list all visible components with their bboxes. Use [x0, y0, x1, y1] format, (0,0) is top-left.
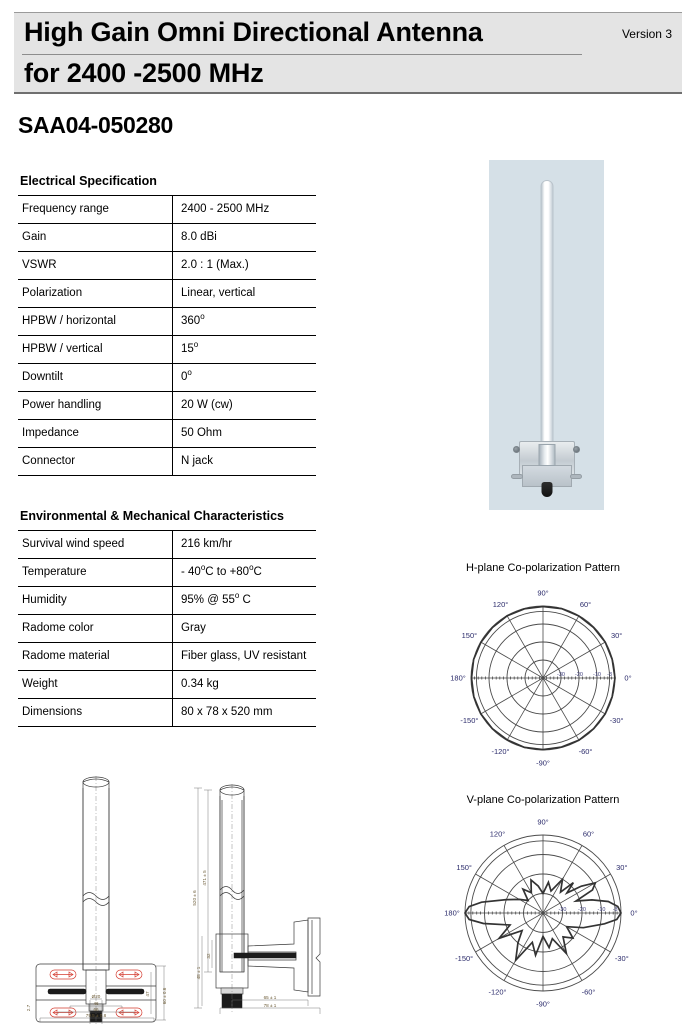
polar-radial-label: -3 [607, 672, 613, 678]
h-plane-polar-svg [398, 578, 688, 790]
spec-key: Survival wind speed [18, 531, 173, 559]
dim-32: 32 [206, 953, 211, 959]
table-row [18, 420, 316, 448]
polar-angle-label: -150° [460, 716, 479, 725]
spec-key: Impedance [18, 420, 173, 448]
polar-angle-label: 30° [616, 863, 628, 872]
polar-angle-label: 0° [624, 673, 632, 683]
spec-value: 15$^o$ [173, 336, 317, 364]
spec-value: 216 km/hr [173, 531, 317, 559]
bracket-screw-right [573, 446, 580, 453]
polar-angle-label: 60° [582, 829, 595, 839]
antenna-base-collar [538, 444, 555, 466]
bracket-slot-right [570, 474, 582, 479]
spec-key: HPBW / vertical [18, 336, 173, 364]
polar-radial-label: -20 [578, 907, 586, 913]
polar-radial-label: -3 [612, 907, 618, 913]
spec-value: 50 Ohm [173, 420, 317, 448]
degree-symbol: o [193, 340, 199, 350]
spec-value: 0$^o$ [173, 364, 317, 392]
table-row [18, 671, 316, 699]
environmental-spec-body [18, 531, 316, 727]
n-jack-connector [541, 482, 552, 497]
polar-angle-label: -30° [614, 954, 629, 963]
spec-value: 2400 - 2500 MHz [173, 196, 317, 224]
spec-key: Frequency range [18, 196, 173, 224]
polar-angle-label: 120° [489, 829, 506, 839]
polar-radial-label: -10 [597, 907, 606, 913]
h-plane-pattern-chart [398, 560, 688, 790]
polar-angle-label: 180° [444, 908, 460, 918]
degree-symbol: o [200, 312, 205, 322]
spec-value: Linear, vertical [173, 280, 317, 308]
spec-value: N jack [173, 448, 317, 476]
spec-key: VSWR [18, 252, 173, 280]
polar-radial-label: -30 [557, 672, 565, 678]
polar-angle-label: 150° [461, 631, 478, 640]
spec-key: HPBW / horizontal [18, 308, 173, 336]
polar-radial-label: -30 [558, 907, 567, 913]
table-row [18, 615, 316, 643]
model-number: SAA04-050280 [18, 112, 173, 138]
spec-value: 80 x 78 x 520 mm [173, 699, 317, 727]
spec-value: 8.0 dBi [173, 224, 317, 252]
spec-value: Fiber glass, UV resistant [173, 643, 317, 671]
electrical-spec-table [18, 195, 316, 476]
polar-angle-label: 180° [450, 673, 466, 683]
dim-65: 65 ± 1 [263, 995, 277, 1000]
product-photo [489, 160, 604, 510]
polar-angle-label: -120° [488, 987, 507, 997]
spec-key: Radome material [18, 643, 173, 671]
polar-angle-label: -60° [581, 987, 596, 997]
dim-47: 47 [145, 991, 150, 997]
spec-key: Power handling [18, 392, 173, 420]
spec-value: 20 W (cw) [173, 392, 317, 420]
table-row [18, 531, 316, 559]
polar-angle-label: 30° [610, 631, 623, 640]
polar-angle-label: -90° [536, 999, 550, 1009]
table-row [18, 280, 316, 308]
spec-value: 0.34 kg [173, 671, 317, 699]
dim-795: 79.5 ± 0.8 [85, 1013, 107, 1018]
title-header-band [14, 12, 682, 94]
v-plane-pattern-chart [398, 792, 688, 1033]
table-row [18, 336, 316, 364]
spec-value: 360$^o$ [173, 308, 317, 336]
polar-angle-label: 120° [492, 599, 509, 609]
spec-key: Temperature [18, 559, 173, 587]
spec-key: Humidity [18, 587, 173, 615]
table-row [18, 252, 316, 280]
page-subtitle: for 2400 -2500 MHz [24, 58, 264, 88]
table-row [18, 587, 316, 615]
bracket-screw-left [513, 446, 520, 453]
dim-bore: Ø20 [91, 994, 101, 999]
electrical-section-heading: Electrical Specification [20, 174, 157, 188]
table-row [18, 559, 316, 587]
environmental-section-heading: Environmental & Mechanical Characteristics [20, 509, 284, 523]
dim-66: 66 [93, 1007, 99, 1012]
spec-value: 95% @ 55$^o$ C [173, 587, 317, 615]
spec-key: Gain [18, 224, 173, 252]
polar-angle-label: 90° [537, 588, 549, 598]
table-row [18, 699, 316, 727]
spec-key: Polarization [18, 280, 173, 308]
table-row [18, 224, 316, 252]
polar-angle-label: -30° [609, 716, 624, 725]
table-row [18, 196, 316, 224]
bracket-slot-left [511, 474, 523, 479]
v-plane-chart-title: V-plane Co-polarization Pattern [466, 794, 620, 806]
spec-value: Gray [173, 615, 317, 643]
dim-78: 78 ± 1 [263, 1003, 277, 1008]
h-plane-chart-title: H-plane Co-polarization Pattern [465, 562, 621, 574]
front-view-drawing [18, 768, 190, 1030]
dim-27: 2.7 [26, 1004, 31, 1012]
polar-angle-label: -90° [536, 758, 550, 768]
spec-key: Connector [18, 448, 173, 476]
degree-symbol: o [187, 368, 192, 378]
spec-value: - 40$^o$C to $+80^oC$ [173, 559, 317, 587]
table-row [18, 308, 316, 336]
table-row [18, 643, 316, 671]
dim-520: 520 ± 6 [192, 890, 197, 906]
polar-angle-label: 0° [630, 908, 638, 918]
v-plane-polar-svg [398, 810, 688, 1030]
polar-angle-label: -60° [578, 747, 593, 757]
polar-angle-label: 90° [537, 817, 549, 827]
dim-60: 60 ± 0.6 [162, 987, 167, 1005]
dim-471: 471 ± 5 [202, 870, 207, 886]
electrical-spec-body [18, 196, 316, 476]
polar-angle-label: 60° [579, 599, 592, 609]
side-view-drawing [186, 768, 366, 1030]
polar-angle-label: -150° [455, 954, 474, 963]
polar-angle-label: -120° [491, 747, 510, 757]
spec-key: Weight [18, 671, 173, 699]
dim-48: 48 ± 1 [196, 966, 201, 980]
spec-key: Dimensions [18, 699, 173, 727]
table-row [18, 448, 316, 476]
table-row [18, 364, 316, 392]
environmental-spec-table [18, 530, 316, 727]
spec-key: Radome color [18, 615, 173, 643]
polar-radial-label: -10 [593, 672, 601, 678]
dim-46: 46 [93, 1001, 99, 1006]
spec-key: Downtilt [18, 364, 173, 392]
spec-value: 2.0 : 1 (Max.) [173, 252, 317, 280]
polar-angle-label: 150° [456, 863, 472, 872]
polar-radial-label: -20 [575, 672, 583, 678]
page-title: High Gain Omni Directional Antenna [24, 17, 483, 47]
version-label: Version 3 [621, 27, 672, 41]
antenna-radome [540, 180, 553, 452]
table-row [18, 392, 316, 420]
